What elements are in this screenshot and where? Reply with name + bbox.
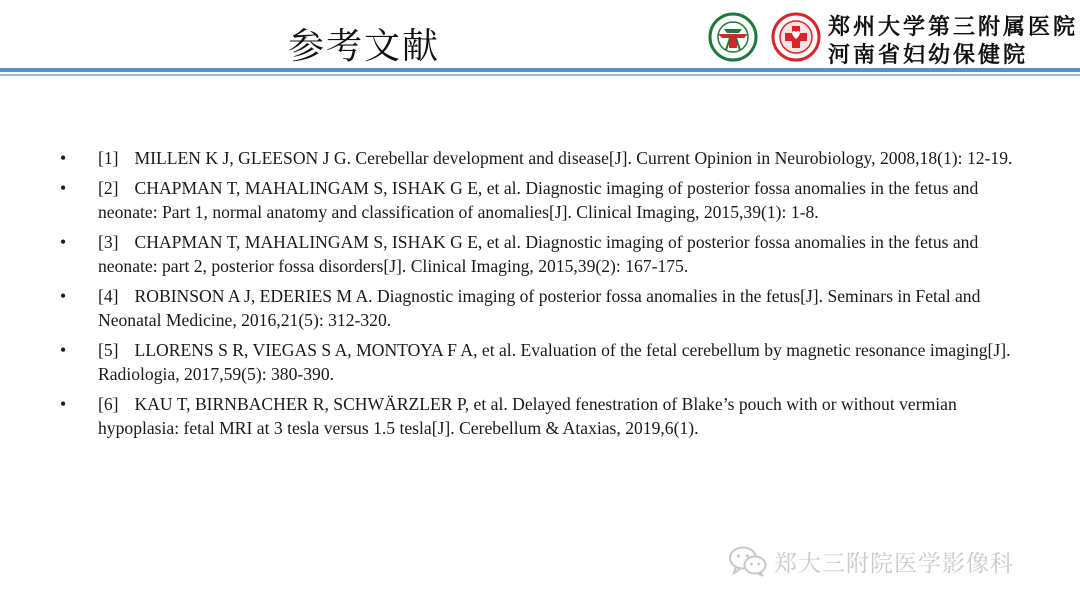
bullet-icon: • xyxy=(60,286,67,306)
slide-title: 参考文献 xyxy=(288,26,441,67)
reference-number: [1] xyxy=(98,148,119,168)
bullet-icon: • xyxy=(60,178,67,198)
reference-item xyxy=(60,392,1020,440)
reference-text: CHAPMAN T, MAHALINGAM S, ISHAK G E, et al. Diagnostic imaging of posterior fossa anomalies in the fetus and neonate: part 2, posterior fossa disorders[J]. Clinical Imaging, 2015,39(2): 167-175. xyxy=(98,232,979,276)
bullet-icon: • xyxy=(60,340,67,360)
institution-name-line1: 郑州大学第三附属医院 xyxy=(828,14,1079,40)
reference-number: [2] xyxy=(98,178,119,198)
reference-list xyxy=(60,146,1020,446)
reference-number: [4] xyxy=(98,286,119,306)
reference-text: LLORENS S R, VIEGAS S A, MONTOYA F A, et al. Evaluation of the fetal cerebellum by magnetic resonance imaging[J]. Radiologia, 2017,59(5): 380-390. xyxy=(98,340,1011,384)
bullet-icon: • xyxy=(60,232,67,252)
header-divider-thin xyxy=(0,74,1080,76)
reference-item xyxy=(60,284,1020,332)
bullet-icon: • xyxy=(60,394,67,414)
reference-text: ROBINSON A J, EDERIES M A. Diagnostic imaging of posterior fossa anomalies in the fetus[J]. Seminars in Fetal and Neonatal Medicine, 2016,21(5): 312-320. xyxy=(98,286,981,330)
reference-text: MILLEN K J, GLEESON J G. Cerebellar development and disease[J]. Current Opinion in Neurobiology, 2008,18(1): 12-19. xyxy=(134,148,1013,168)
hospital-logo xyxy=(766,12,826,62)
watermark-text: 郑大三附院医学影像科 xyxy=(774,550,1014,577)
institution-name-line2: 河南省妇幼保健院 xyxy=(828,42,1029,68)
reference-number: [6] xyxy=(98,394,119,414)
reference-text: KAU T, BIRNBACHER R, SCHWÄRZLER P, et al. Delayed fenestration of Blake’s pouch with or without vermian hypoplasia: fetal MRI at 3 tesla versus 1.5 tesla[J]. Cerebellum & Ataxias, 2019,6(1). xyxy=(98,394,957,438)
reference-number: [5] xyxy=(98,340,119,360)
reference-number: [3] xyxy=(98,232,119,252)
header-divider xyxy=(0,68,1080,72)
reference-text: CHAPMAN T, MAHALINGAM S, ISHAK G E, et al. Diagnostic imaging of posterior fossa anomalies in the fetus and neonate: Part 1, normal anatomy and classification of anomalies[J]. Clinical Imaging, 2015,39(1): 1-8. xyxy=(98,178,979,222)
reference-item xyxy=(60,230,1020,278)
university-logo xyxy=(704,12,762,62)
wechat-icon xyxy=(728,544,768,578)
reference-item xyxy=(60,338,1020,386)
reference-item xyxy=(60,146,1020,170)
watermark xyxy=(728,544,1014,578)
bullet-icon: • xyxy=(60,148,67,168)
reference-item xyxy=(60,176,1020,224)
